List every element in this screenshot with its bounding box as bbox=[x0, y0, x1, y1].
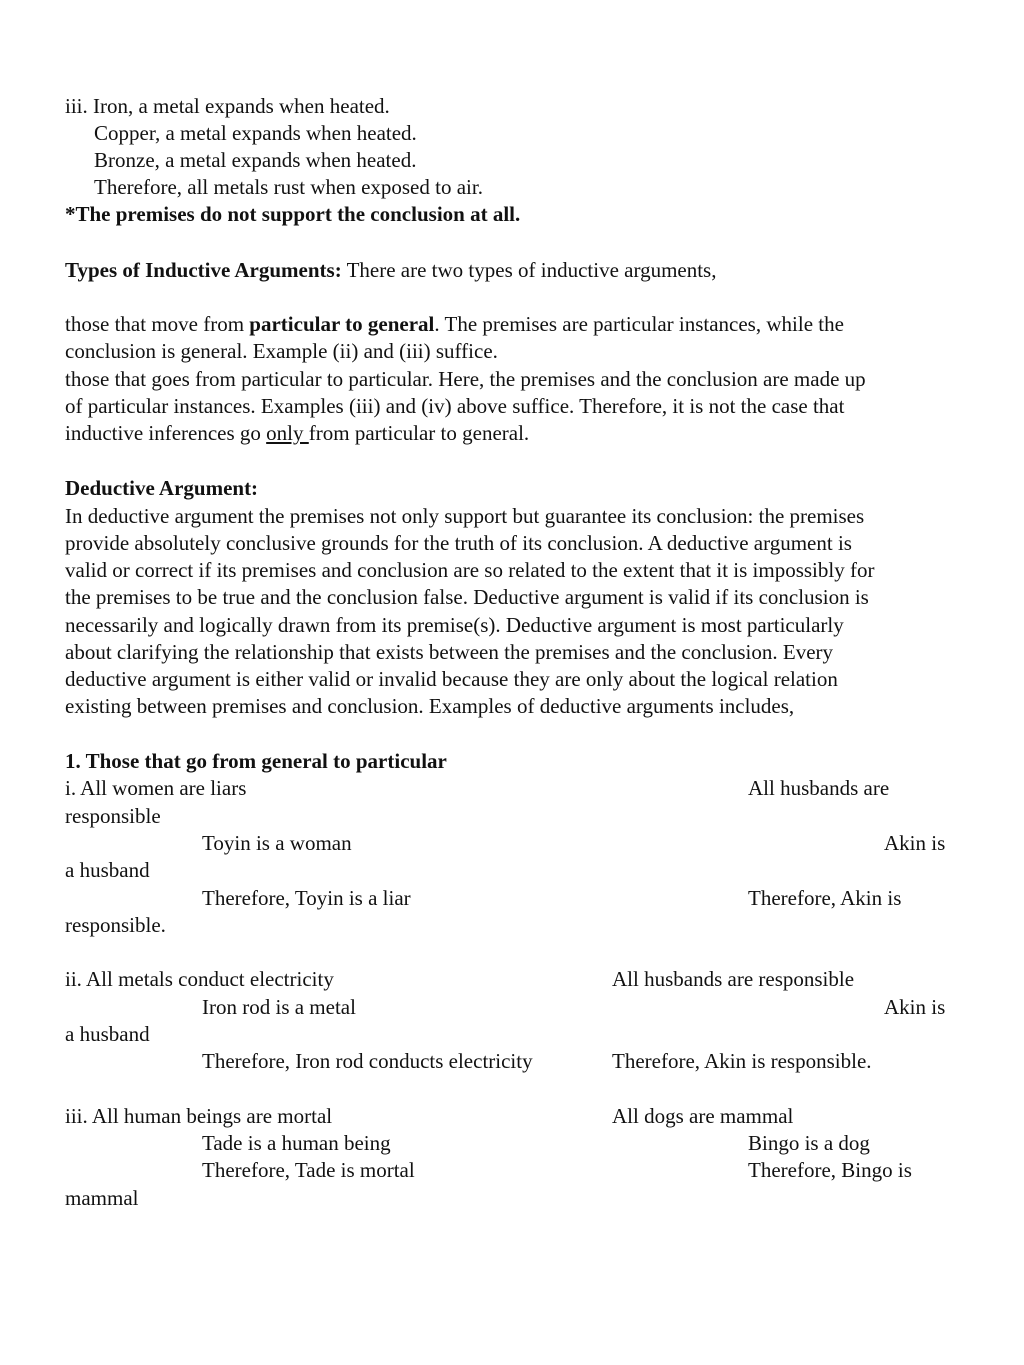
ex3-right-3: Therefore, Bingo is bbox=[748, 1158, 912, 1182]
ex2-left-3: Therefore, Iron rod conducts electricity bbox=[202, 1049, 533, 1073]
deductive-line-3: valid or correct if its premises and conclusion are so related to the extent that it is impossibly for bbox=[65, 558, 875, 582]
deductive-line-4: the premises to be true and the conclusion false. Deductive argument is valid if its conclusion is bbox=[65, 585, 869, 609]
ex3-left-3: Therefore, Tade is mortal bbox=[202, 1158, 415, 1182]
ex1-right-1: All husbands are bbox=[748, 776, 890, 800]
ex2-wrap-2: a husband bbox=[65, 1022, 150, 1046]
ex2-right-1: All husbands are responsible bbox=[612, 967, 855, 991]
ex2-left-1: ii. All metals conduct electricity bbox=[65, 967, 334, 991]
ex1-wrap-3: responsible. bbox=[65, 913, 166, 937]
general-to-particular-heading: 1. Those that go from general to particular bbox=[65, 749, 447, 773]
ex3-right-1: All dogs are mammal bbox=[612, 1104, 794, 1128]
deductive-line-6: about clarifying the relationship that exists between the premises and the conclusion. Every bbox=[65, 640, 834, 664]
ex1-right-2: Akin is bbox=[884, 831, 946, 855]
deductive-line-8: existing between premises and conclusion. Examples of deductive arguments includes, bbox=[65, 694, 795, 718]
example-iii-line-2: Copper, a metal expands when heated. bbox=[94, 121, 417, 145]
example-iii-line-3: Bronze, a metal expands when heated. bbox=[94, 148, 417, 172]
ex1-wrap-1: responsible bbox=[65, 804, 161, 828]
ex1-right-3: Therefore, Akin is bbox=[748, 886, 902, 910]
types-p2-line-2: of particular instances. Examples (iii) and (iv) above suffice. Therefore, it is not the case that bbox=[65, 394, 845, 418]
ex1-wrap-2: a husband bbox=[65, 858, 150, 882]
deductive-line-1: In deductive argument the premises not only support but guarantee its conclusion: the premises bbox=[65, 504, 865, 528]
ex3-left-1: iii. All human beings are mortal bbox=[65, 1104, 333, 1128]
example-iii-line-1: iii. Iron, a metal expands when heated. bbox=[65, 94, 390, 118]
only-underlined: only bbox=[266, 421, 309, 445]
ex3-wrap-3: mammal bbox=[65, 1186, 139, 1210]
types-heading-line bbox=[65, 257, 716, 284]
types-heading: Types of Inductive Arguments: bbox=[65, 258, 342, 282]
ex2-right-3: Therefore, Akin is responsible. bbox=[612, 1049, 872, 1073]
deductive-line-7: deductive argument is either valid or invalid because they are only about the logical relation bbox=[65, 667, 838, 691]
example-iii-line-4: Therefore, all metals rust when exposed to air. bbox=[94, 175, 483, 199]
types-p1-line-2: conclusion is general. Example (ii) and (iii) suffice. bbox=[65, 339, 498, 363]
types-intro: There are two types of inductive arguments, bbox=[341, 258, 717, 282]
ex3-right-2: Bingo is a dog bbox=[748, 1131, 870, 1155]
deductive-line-2: provide absolutely conclusive grounds for the truth of its conclusion. A deductive argument is bbox=[65, 531, 852, 555]
ex1-left-3: Therefore, Toyin is a liar bbox=[202, 886, 411, 910]
ex2-right-2: Akin is bbox=[884, 995, 946, 1019]
types-p1-line-1: those that move from particular to general. The premises are particular instances, while the bbox=[65, 312, 844, 336]
ex2-left-2: Iron rod is a metal bbox=[202, 995, 356, 1019]
types-p2-line-1: those that goes from particular to particular. Here, the premises and the conclusion are made up bbox=[65, 367, 866, 391]
types-p2-line-3: inductive inferences go only from particular to general. bbox=[65, 421, 530, 445]
ex1-left-1: i. All women are liars bbox=[65, 776, 247, 800]
deductive-heading: Deductive Argument: bbox=[65, 476, 259, 500]
deductive-line-5: necessarily and logically drawn from its premise(s). Deductive argument is most particularly bbox=[65, 613, 844, 637]
ex1-left-2: Toyin is a woman bbox=[202, 831, 352, 855]
example-iii-note: *The premises do not support the conclusion at all. bbox=[65, 202, 521, 226]
ex3-left-2: Tade is a human being bbox=[202, 1131, 391, 1155]
